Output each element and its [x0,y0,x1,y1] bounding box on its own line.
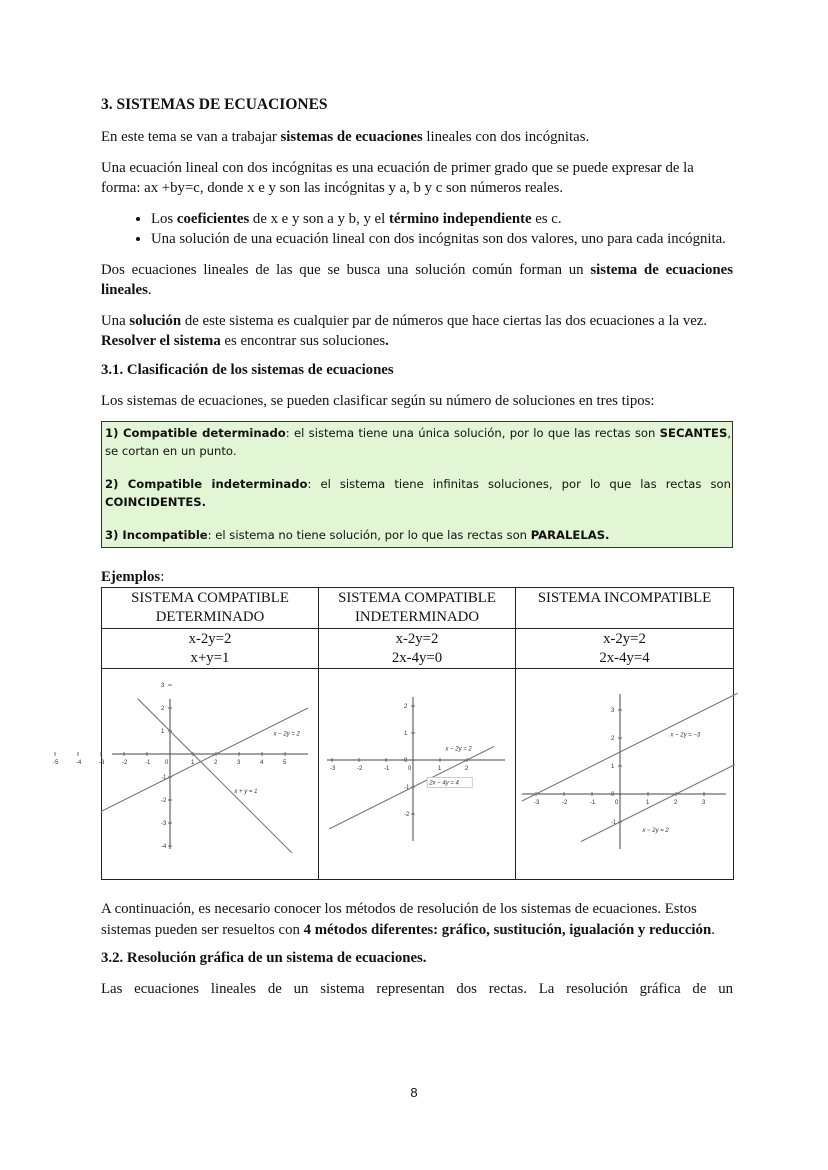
y-tick-label: -1 [161,775,167,781]
classification-item-1: 1) Compatible determinado: el sistema tiene una única solución, por lo que las rectas son SECANTES, se cortan en un punto. [105,426,731,458]
y-tick-label: 1 [161,729,165,735]
examples-label: Ejemplos: [101,569,165,585]
graph-cell-incompatible [516,669,734,880]
line-label-2: x + y = 1 [234,789,258,796]
x-tick-label: 4 [260,760,264,766]
y-tick-label: -2 [161,798,167,804]
equations-determinado: x-2y=2 x+y=1 [102,629,319,669]
x-tick-label: 2 [214,760,218,766]
x-tick-label: -1 [590,800,596,806]
x-tick-label: -4 [76,760,82,766]
plot-line-1 [522,693,738,801]
plot-line-1 [329,747,494,829]
table-graphs-row [102,669,734,880]
y-tick-label: 0 [404,758,408,764]
classification-item-3: 3) Incompatible: el sistema no tiene solución, por lo que las rectas son PARALELAS. [105,528,610,542]
x-tick-label: -1 [384,766,390,772]
methods-paragraph: A continuación, es necesario conocer los métodos de resolución de los sistemas de ecuaciones. Estos sistemas pueden ser resueltos con 4 métodos diferentes: gráfico, sustitución, igualación y reducción. [101,901,715,938]
intro-text: En este tema se van a trabajar [101,129,281,145]
line-label-1: x − 2y = 2 [273,731,300,738]
header-determinado: SISTEMA COMPATIBLE DETERMINADO [102,588,319,629]
classification-item-2: 2) Compatible indeterminado: el sistema tiene infinitas soluciones, por lo que las rectas son COINCIDENTES. [105,477,731,509]
x-tick-label: 5 [283,760,287,766]
x-tick-label: -2 [357,766,363,772]
solution-definition-paragraph: Una solución de este sistema es cualquier par de números que hace ciertas las dos ecuaciones a la vez. Resolver el sistema es encontrar sus soluciones. [101,312,708,349]
x-tick-label: 1 [191,760,195,766]
header-indeterminado: SISTEMA COMPATIBLE INDETERMINADO [319,588,516,629]
x-tick-label: 3 [702,800,706,806]
graph-cell-determinado [53,669,319,880]
x-tick-label: 3 [237,760,241,766]
header-incompatible: SISTEMA INCOMPATIBLE [516,588,734,629]
y-tick-label: 2 [404,704,408,710]
x-tick-label: 1 [646,800,650,806]
line-label-2: x − 2y = 2 [642,827,669,834]
x-tick-label: -3 [330,766,336,772]
page-number: 8 [410,1085,418,1100]
x-tick-label: -5 [53,760,59,766]
y-tick-label: -4 [161,844,167,850]
table-equations-row [102,629,734,669]
line-label-2: 2x − 4y = 4 [429,780,459,787]
y-tick-label: 2 [161,706,165,712]
table-header-row [102,588,734,629]
graph-cell-indeterminado [319,669,516,880]
graph-coincident-lines [319,669,515,879]
x-tick-label: -3 [99,760,105,766]
x-tick-label: 1 [438,766,442,772]
y-tick-label: -2 [404,812,410,818]
graphical-intro: Las ecuaciones lineales de un sistema representan dos rectas. La resolución gráfica de un [101,981,733,997]
graph-parallel-lines [516,669,733,879]
y-tick-label: 2 [611,736,615,742]
intro-text-end: lineales con dos incógnitas. [422,129,590,145]
y-tick-label: -1 [611,820,617,826]
y-tick-label: 1 [404,731,408,737]
x-tick-label: -2 [562,800,568,806]
plot-line-1 [101,708,308,812]
bullet-list [101,209,733,250]
graph-secant-lines [53,669,318,879]
x-tick-label: 0 [165,760,169,766]
document-page [53,96,733,1010]
section-title: 3. SISTEMAS DE ECUACIONES [101,96,328,113]
classification-box [101,421,733,548]
intro-bold: sistemas de ecuaciones [280,129,423,145]
line-label-1: x − 2y = 2 [445,746,472,753]
examples-table [53,587,734,880]
y-tick-label: 1 [611,764,615,770]
x-tick-label: 0 [615,800,619,806]
y-tick-label: -1 [404,785,410,791]
x-tick-label: 2 [674,800,678,806]
x-tick-label: -3 [534,800,540,806]
equations-indeterminado: x-2y=2 2x-4y=0 [319,629,516,669]
y-tick-label: 3 [161,683,165,689]
bullet-solution: • Una solución de una ecuación lineal con dos incógnitas son dos valores, uno para cada incógnita. [151,229,733,250]
y-tick-label: 3 [611,708,615,714]
equations-incompatible: x-2y=2 2x-4y=4 [516,629,734,669]
bullet-coefficients: • Los coeficientes de x e y son a y b, y el término independiente es c. [151,209,733,230]
system-definition-paragraph: Dos ecuaciones lineales de las que se busca una solución común forman un sistema de ecuaciones lineales. [101,261,733,298]
subsection-title-classification: 3.1. Clasificación de los sistemas de ecuaciones [101,361,394,378]
x-tick-label: -2 [122,760,128,766]
classification-intro: Los sistemas de ecuaciones, se pueden clasificar según su número de soluciones en tres tipos: [101,392,655,409]
y-tick-label: 0 [611,792,615,798]
line-label-1: x − 2y = −3 [670,732,701,739]
x-tick-label: 2 [465,766,469,772]
subsection-title-graphical: 3.2. Resolución gráfica de un sistema de ecuaciones. [101,950,427,966]
x-tick-label: 0 [408,766,412,772]
intro-paragraph [101,127,733,148]
definition-paragraph: Una ecuación lineal con dos incógnitas es una ecuación de primer grado que se puede expresar de la forma: ax +by=c, donde x e y son las incógnitas y a, b y c son números reales. [101,159,694,196]
y-tick-label: -3 [161,821,167,827]
x-tick-label: -1 [145,760,151,766]
